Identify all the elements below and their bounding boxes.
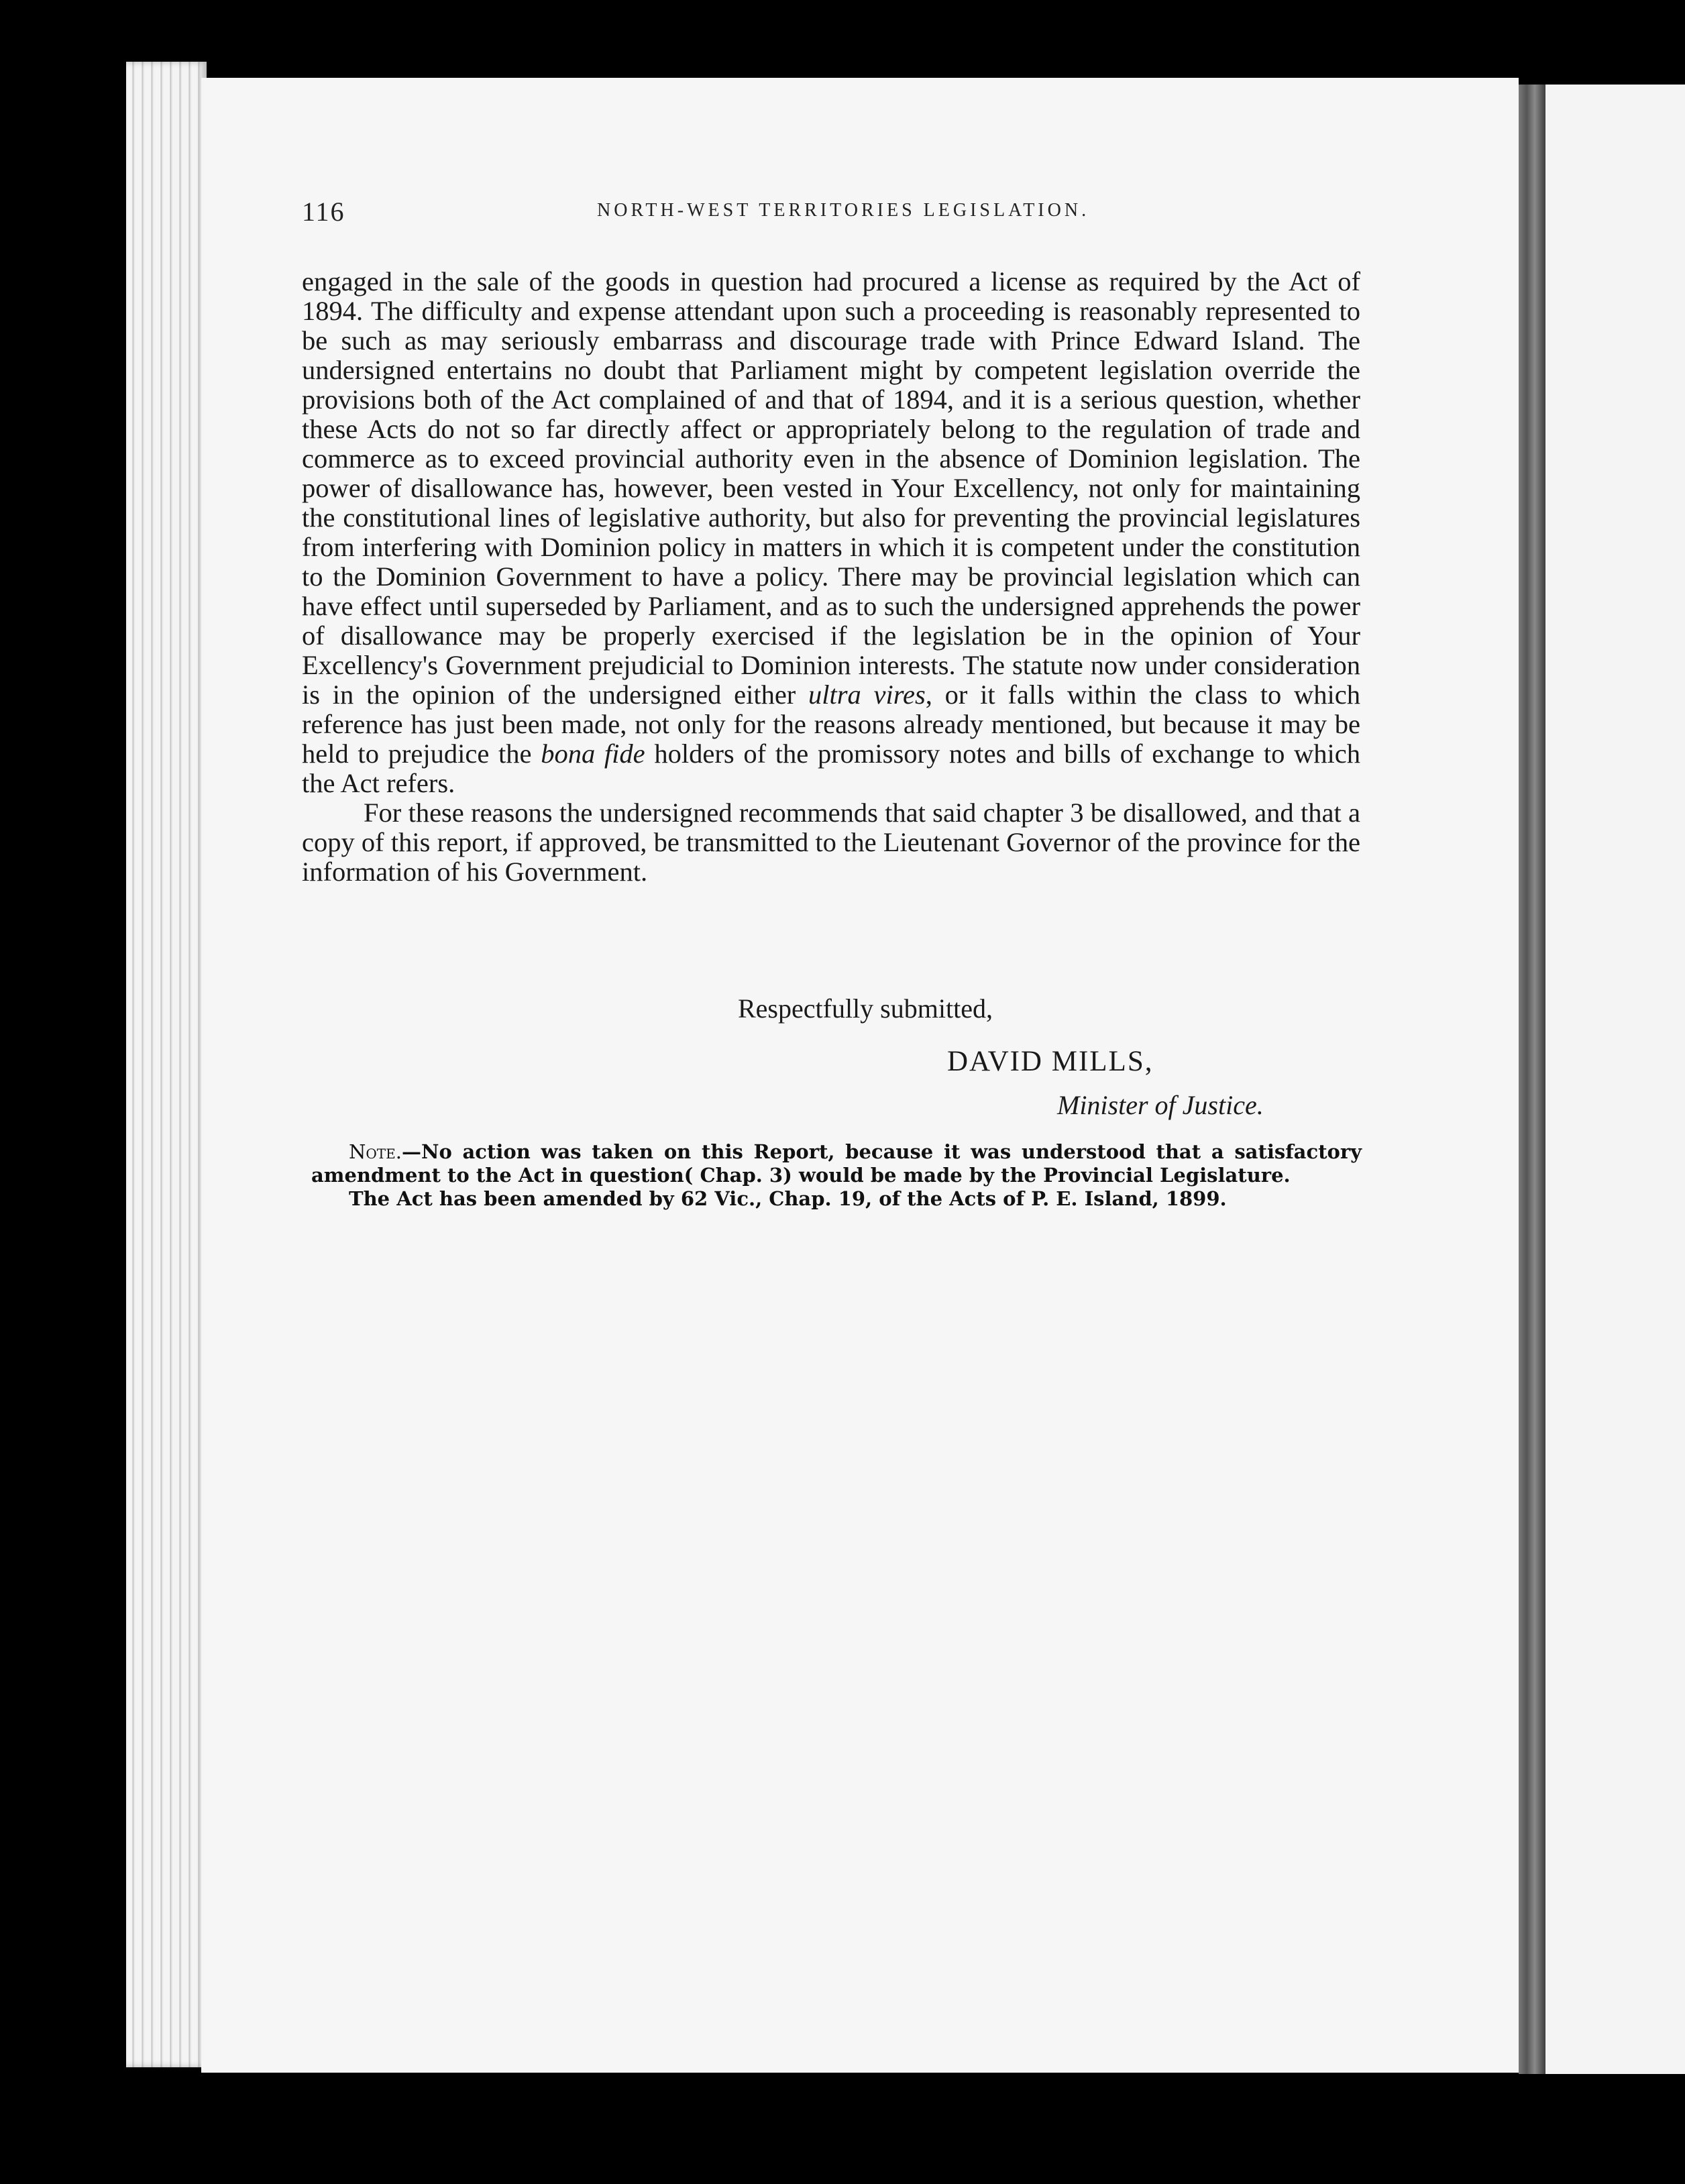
running-head	[302, 196, 1321, 227]
paragraph-1c-text: holders of the promissory notes and bills of exchange to which the Act refers.	[302, 739, 1361, 798]
note-label: Note.	[349, 1140, 402, 1163]
paragraph-1-text: engaged in the sale of the goods in question had procured a license as required by the Act of 1894. The difficulty and expense attendant upon such a proceeding is reasonably represented to be such as may seriously embarrass and discourage trade with Prince Edward Island. The undersigned entertains no doubt that Parliament might by competent legislation override the provisions both of the Act complained of and that of 1894, and it is a serious question, whether these Acts do not so far directly affect or appropriately belong to the regulation of trade and commerce as to exceed provincial authority even in the absence of Dominion legislation. The power of disallowance has, however, been vested in Your Excellency, not only for maintaining the constitutional lines of legislative authority, but also for preventing the provincial legislatures from interfering with Dominion policy in matters in which it is competent under the constitution to the Dominion Government to have a policy. There may be provincial legislation which can have effect until superseded by Parliament, and as to such the undersigned apprehends the power of disallowance may be properly exercised if the legislation be in the opinion of Your Excellency's Government prejudicial to Dominion interests. The statute now under consideration is in the opinion of the undersigned either	[302, 266, 1360, 710]
page-stack-edges	[126, 62, 207, 2067]
page-number: 116	[302, 197, 345, 227]
italic-ultra-vires: ultra vires	[808, 679, 926, 710]
notes	[311, 1140, 1362, 1211]
italic-bona-fide: bona fide	[541, 739, 645, 769]
closing-salutation: Respectfully submitted,	[738, 993, 993, 1024]
paragraph-1b-text: , or it falls within the class to which reference has just been made, not only for the reasons already mentioned, but because it may be held to prejudice the	[302, 679, 1360, 769]
body-text	[302, 267, 1360, 887]
note-1-text: —No action was taken on this Report, because it was understood that a satisfactory amendment to the Act in question( Chap. 3) would be made by the Provincial Legislature.	[311, 1140, 1362, 1187]
signer-name: DAVID MILLS,	[947, 1046, 1154, 1077]
paragraph-2: For these reasons the undersigned recommends that said chapter 3 be disallowed, and that a copy of this report, if approved, be transmitted to the Lieutenant Governor of the province for the information of his Government.	[302, 798, 1360, 887]
paragraph-1	[302, 267, 1360, 798]
signer-title: Minister of Justice.	[1057, 1090, 1264, 1120]
book-spine	[1519, 85, 1545, 2074]
running-title: NORTH-WEST TERRITORIES LEGISLATION.	[597, 200, 1090, 221]
facing-page	[1545, 85, 1685, 2074]
note-1	[311, 1140, 1362, 1187]
note-2: The Act has been amended by 62 Vic., Chap. 19, of the Acts of P. E. Island, 1899.	[349, 1187, 1227, 1210]
